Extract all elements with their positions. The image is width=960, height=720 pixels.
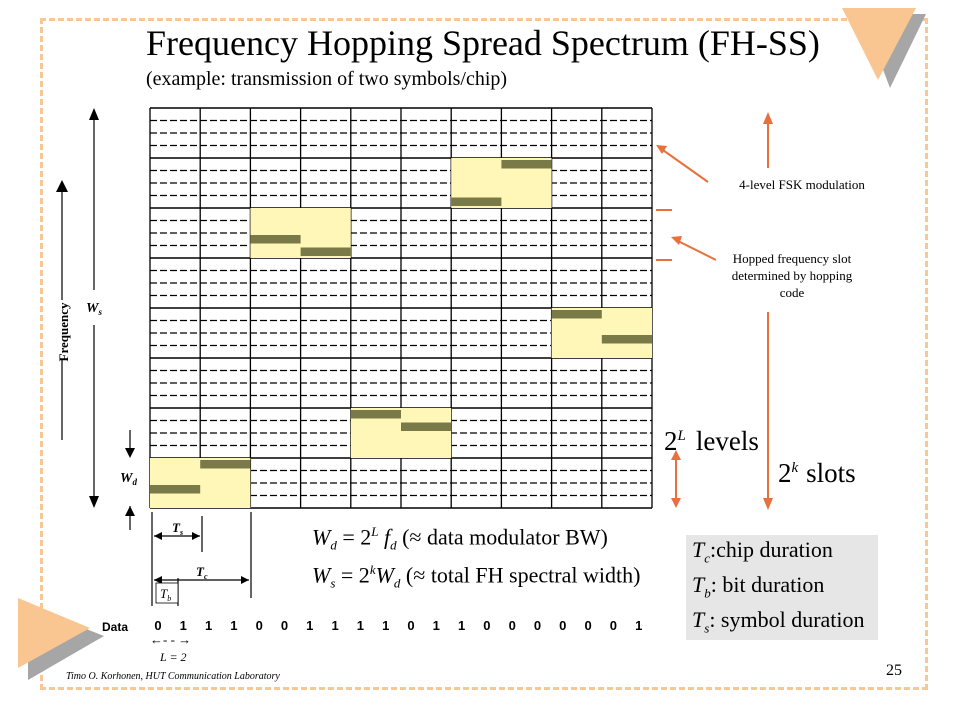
ws-top-arrowhead bbox=[89, 108, 99, 120]
fsk-tone-mark-4-0 bbox=[552, 310, 602, 319]
fsk-tone-mark-2-0 bbox=[351, 410, 401, 419]
hop-arrow-line bbox=[676, 240, 716, 260]
data-bit: 0 bbox=[255, 618, 263, 633]
data-label: Data bbox=[102, 620, 129, 634]
footer-credit: Timo O. Korhonen, HUT Communication Laboratory bbox=[66, 671, 280, 682]
ws-eq-rhs-sub: d bbox=[393, 575, 401, 591]
page-title: Frequency Hopping Spread Spectrum (FH-SS) bbox=[146, 23, 820, 63]
legend-subscript: b bbox=[704, 585, 711, 601]
fsk-tone-mark-0-1 bbox=[200, 460, 250, 469]
data-bit: 1 bbox=[230, 618, 238, 633]
data-bit: 0 bbox=[483, 618, 491, 633]
slots-arrow-bottom-head bbox=[763, 498, 773, 510]
legend-symbol: T bbox=[692, 607, 705, 632]
data-bit: 0 bbox=[154, 618, 162, 633]
fsk-annotation: 4-level FSK modulation bbox=[739, 177, 865, 192]
data-bit: 0 bbox=[559, 618, 567, 633]
fsk-tone-mark-1-1 bbox=[301, 248, 351, 257]
tc-label: $T_c$ bbox=[196, 564, 208, 581]
tc-right-arrowhead bbox=[241, 576, 249, 584]
bit-spacing-arrow: ←- - → bbox=[150, 632, 192, 647]
data-bit: 0 bbox=[533, 618, 542, 633]
hopped-slot-annotation: Hopped frequency slot determined by hopping code bbox=[731, 251, 853, 300]
slots-arrow-top-head bbox=[763, 112, 773, 124]
legend-box bbox=[686, 535, 878, 640]
wd-eq-rhs-a: = 2 bbox=[336, 524, 372, 550]
legend-symbol: T bbox=[692, 572, 705, 597]
slots-word: slots bbox=[806, 458, 856, 488]
frequency-axis-label: Frequency bbox=[56, 302, 71, 362]
legend-row-chip bbox=[692, 537, 833, 566]
legend-row-symbol bbox=[692, 607, 865, 636]
levels-annotation bbox=[664, 426, 759, 457]
ws-eq-rhs-a: = 2 bbox=[335, 562, 370, 588]
hop-arrow-head bbox=[671, 236, 682, 245]
ws-eq-note: (≈ total FH spectral width) bbox=[400, 562, 641, 588]
fsk-tone-mark-1-0 bbox=[250, 235, 300, 244]
data-bit: 1 bbox=[179, 618, 187, 633]
ws-label: $W_s$ bbox=[86, 301, 102, 317]
levels-arrow-bottom-head bbox=[671, 498, 681, 508]
legend-text: :chip duration bbox=[710, 537, 833, 562]
fsk-arrow-line-a bbox=[660, 148, 708, 182]
fsk-tone-mark-2-1 bbox=[401, 423, 451, 432]
wd-eq-rhs-exp: L bbox=[371, 524, 379, 539]
data-bit: 1 bbox=[382, 618, 390, 633]
wd-top-arrowhead bbox=[125, 448, 135, 458]
data-bit: 0 bbox=[508, 618, 516, 633]
legend-symbol: T bbox=[692, 537, 705, 562]
ws-bottom-arrowhead bbox=[89, 496, 99, 508]
data-bit: 0 bbox=[584, 618, 592, 633]
ts-left-arrowhead bbox=[154, 532, 162, 540]
wd-eq-rhs-b: f bbox=[378, 524, 391, 550]
data-bit: 1 bbox=[306, 618, 314, 633]
data-bit: 0 bbox=[407, 618, 415, 633]
slots-exponent: k bbox=[791, 460, 799, 476]
slots-annotation bbox=[778, 458, 856, 489]
ws-equation bbox=[312, 562, 640, 592]
ws-eq-lhs-sub: s bbox=[330, 575, 336, 591]
wd-eq-note: (≈ data modulator BW) bbox=[396, 524, 608, 550]
data-bit: 1 bbox=[331, 618, 339, 633]
fsk-tone-mark-0-0 bbox=[150, 485, 200, 494]
data-bit: 1 bbox=[432, 618, 440, 633]
legend-text: : bit duration bbox=[710, 572, 825, 597]
data-bit: 0 bbox=[280, 618, 289, 633]
levels-word: levels bbox=[695, 426, 759, 456]
wd-eq-lhs: W bbox=[312, 524, 331, 550]
wd-bottom-arrowhead bbox=[125, 506, 135, 516]
fsk-tone-mark-3-0 bbox=[451, 198, 501, 207]
page-subtitle: (example: transmission of two symbols/chip) bbox=[146, 68, 508, 90]
ws-eq-rhs-b: W bbox=[375, 562, 394, 588]
l-equation: L = 2 bbox=[160, 650, 187, 664]
ws-eq-rhs-exp: k bbox=[369, 562, 376, 577]
tb-label: $T_b$ bbox=[160, 586, 172, 603]
wd-equation bbox=[312, 524, 608, 554]
data-bit: 1 bbox=[204, 618, 213, 633]
ws-eq-lhs: W bbox=[312, 562, 331, 588]
ts-right-arrowhead bbox=[192, 532, 200, 540]
data-bit: 1 bbox=[457, 618, 466, 633]
data-bit: 0 bbox=[609, 618, 617, 633]
ts-label: $T_s$ bbox=[172, 520, 184, 537]
wd-eq-lhs-sub: d bbox=[330, 537, 337, 553]
data-bit: 1 bbox=[356, 618, 364, 633]
frequency-axis-arrowhead bbox=[56, 180, 68, 192]
data-bit: 1 bbox=[635, 618, 643, 633]
levels-exponent: L bbox=[677, 428, 686, 444]
wd-eq-rhs-sub: d bbox=[390, 537, 397, 553]
slots-base: 2 bbox=[778, 458, 792, 488]
legend-subscript: c bbox=[704, 550, 711, 566]
legend-subscript: s bbox=[704, 620, 710, 636]
legend-text: : symbol duration bbox=[709, 607, 865, 632]
fsk-tone-mark-4-1 bbox=[602, 335, 652, 344]
page-number: 25 bbox=[886, 662, 902, 679]
wd-label: $W_d$ bbox=[120, 471, 137, 487]
fsk-tone-mark-3-1 bbox=[501, 160, 551, 169]
levels-base: 2 bbox=[664, 426, 678, 456]
legend-row-bit bbox=[692, 572, 824, 601]
